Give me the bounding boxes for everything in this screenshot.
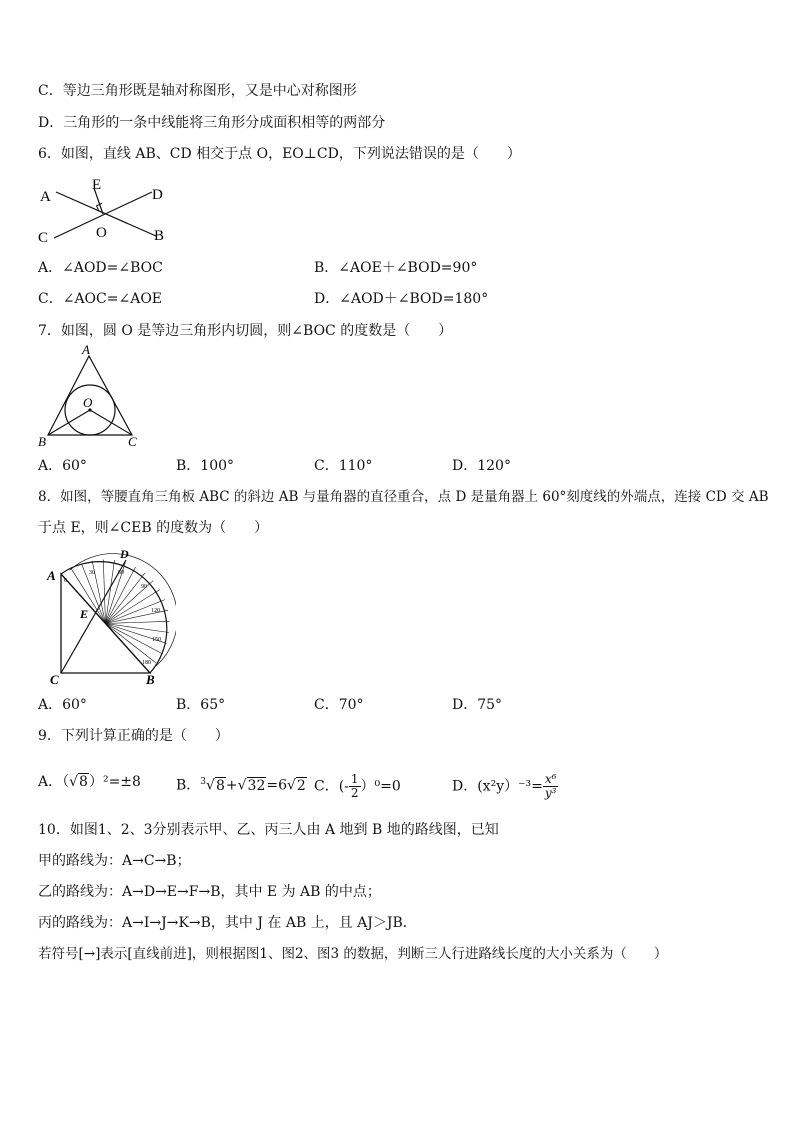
q5-option-d: D．三角形的一条中线能将三角形分成面积相等的两部分 <box>38 115 386 131</box>
q6-label-e: E <box>92 177 102 193</box>
q9-c-suffix: ）⁰=0 <box>360 778 401 795</box>
q7-stem: 7．如图，圆 O 是等边三角形内切圆，则∠BOC 的度数是（ ） <box>38 323 453 339</box>
q8-label-b: B <box>146 672 155 686</box>
q8-option-d: D．75° <box>452 697 503 713</box>
q7-option-a: A．60° <box>38 458 87 474</box>
q8-tick-60: 60 <box>118 570 124 576</box>
q10-line-1: 10．如图1、2、3分别表示甲、乙、丙三人由 A 地到 B 地的路线图，已知 <box>38 822 499 838</box>
q9-a-radicand: 8 <box>79 774 88 790</box>
q7-label-c: C <box>128 434 137 449</box>
q9-option-c <box>314 773 401 800</box>
q8-option-b: B．65° <box>176 697 226 713</box>
q8-label-a: A <box>47 568 56 583</box>
q7-option-c: C．110° <box>314 458 373 474</box>
q7-figure <box>36 343 142 449</box>
q7-label-o: O <box>83 395 93 410</box>
q9-d-denominator: y³ <box>544 786 557 800</box>
q9-b-radicand-1: 8 <box>215 777 225 794</box>
q8-tick-120: 120 <box>151 608 160 614</box>
q6-option-d: D．∠AOD＋∠BOD=180° <box>314 291 489 307</box>
q9-option-a <box>38 773 141 791</box>
q8-label-c: C <box>50 672 59 686</box>
q8-stem-line2: 于点 E，则∠CEB 的度数为（ ） <box>38 520 269 536</box>
q7-label-b: B <box>38 434 46 449</box>
sqrt-icon: √ <box>287 777 296 794</box>
q9-d-prefix: D．(x²y）⁻³= <box>452 778 543 795</box>
q9-b-root-index: 3 <box>200 777 207 787</box>
q7-option-b: B．100° <box>176 458 235 474</box>
q8-stem-line1: 8．如图，等腰直角三角板 ABC 的斜边 AB 与量角器的直径重合，点 D 是量角器上 60°刻度线的外端点，连接 CD 交 AB <box>38 489 769 505</box>
q9-c-fraction <box>349 773 361 800</box>
sqrt-icon: √ <box>206 777 215 794</box>
q9-stem: 9．下列计算正确的是（ ） <box>38 728 229 744</box>
q8-label-e: E <box>80 607 89 621</box>
q6-label-c: C <box>38 230 49 246</box>
q9-b-prefix: B． <box>176 777 201 794</box>
protractor-tick-line <box>106 590 160 624</box>
q8-option-c: C．70° <box>314 697 364 713</box>
q8-label-d: D <box>120 548 129 561</box>
q10-line-3: 乙的路线为：A→D→E→F→B，其中 E 为 AB 的中点； <box>38 884 381 900</box>
q9-a-suffix: ）²=±8 <box>88 774 141 790</box>
q6-label-b: B <box>154 228 165 244</box>
q6-figure <box>36 174 176 246</box>
q6-label-d: D <box>152 187 163 203</box>
q6-option-b: B．∠AOE＋∠BOD=90° <box>314 260 478 276</box>
q8-tick-0: 0 <box>64 578 67 584</box>
sqrt-icon: √ <box>237 777 247 794</box>
q10-line-4: 丙的路线为：A→I→J→K→B，其中 J 在 AB 上，且 AJ＞JB． <box>38 915 417 931</box>
q9-d-fraction <box>543 773 559 800</box>
q9-b-plus: + <box>225 777 238 794</box>
q8-tick-30: 30 <box>89 570 95 576</box>
q5-option-c: C．等边三角形既是轴对称图形，又是中心对称图形 <box>38 83 357 99</box>
q9-d-numerator: x⁶ <box>543 773 559 787</box>
q8-option-a: A．60° <box>38 697 87 713</box>
q7-label-a: A <box>82 343 90 357</box>
q9-c-prefix: C．(- <box>314 778 349 795</box>
q9-b-radicand-3: 2 <box>296 777 306 794</box>
q9-b-radicand-2: 32 <box>247 777 266 794</box>
q8-tick-150: 150 <box>152 637 161 643</box>
q9-b-equals: =6 <box>266 777 287 794</box>
q8-tick-90: 90 <box>141 584 147 590</box>
q9-option-b <box>176 773 307 795</box>
q8-figure <box>44 548 176 686</box>
q9-c-numerator: 1 <box>350 772 359 786</box>
q9-a-prefix: A．（ <box>38 774 70 790</box>
q6-option-a: A．∠AOD=∠BOC <box>38 260 163 276</box>
q10-line-2: 甲的路线为：A→C→B； <box>38 853 191 869</box>
q8-tick-180: 180 <box>142 660 151 666</box>
q6-option-c: C．∠AOC=∠AOE <box>38 291 163 307</box>
q9-option-d <box>452 773 558 800</box>
q7-option-d: D．120° <box>452 458 511 474</box>
q9-c-denominator: 2 <box>350 786 359 800</box>
q6-stem: 6．如图，直线 AB、CD 相交于点 O，EO⊥CD，下列说法错误的是（ ） <box>38 146 521 162</box>
q6-label-o: O <box>96 225 107 241</box>
q6-label-a: A <box>40 189 51 205</box>
q10-line-5: 若符号[→]表示[直线前进]，则根据图1、图2、图3 的数据，判断三人行进路线长度的大小关系为（ ） <box>38 946 668 962</box>
protractor-tick-line <box>72 569 106 623</box>
sqrt-icon: √ <box>69 774 79 790</box>
